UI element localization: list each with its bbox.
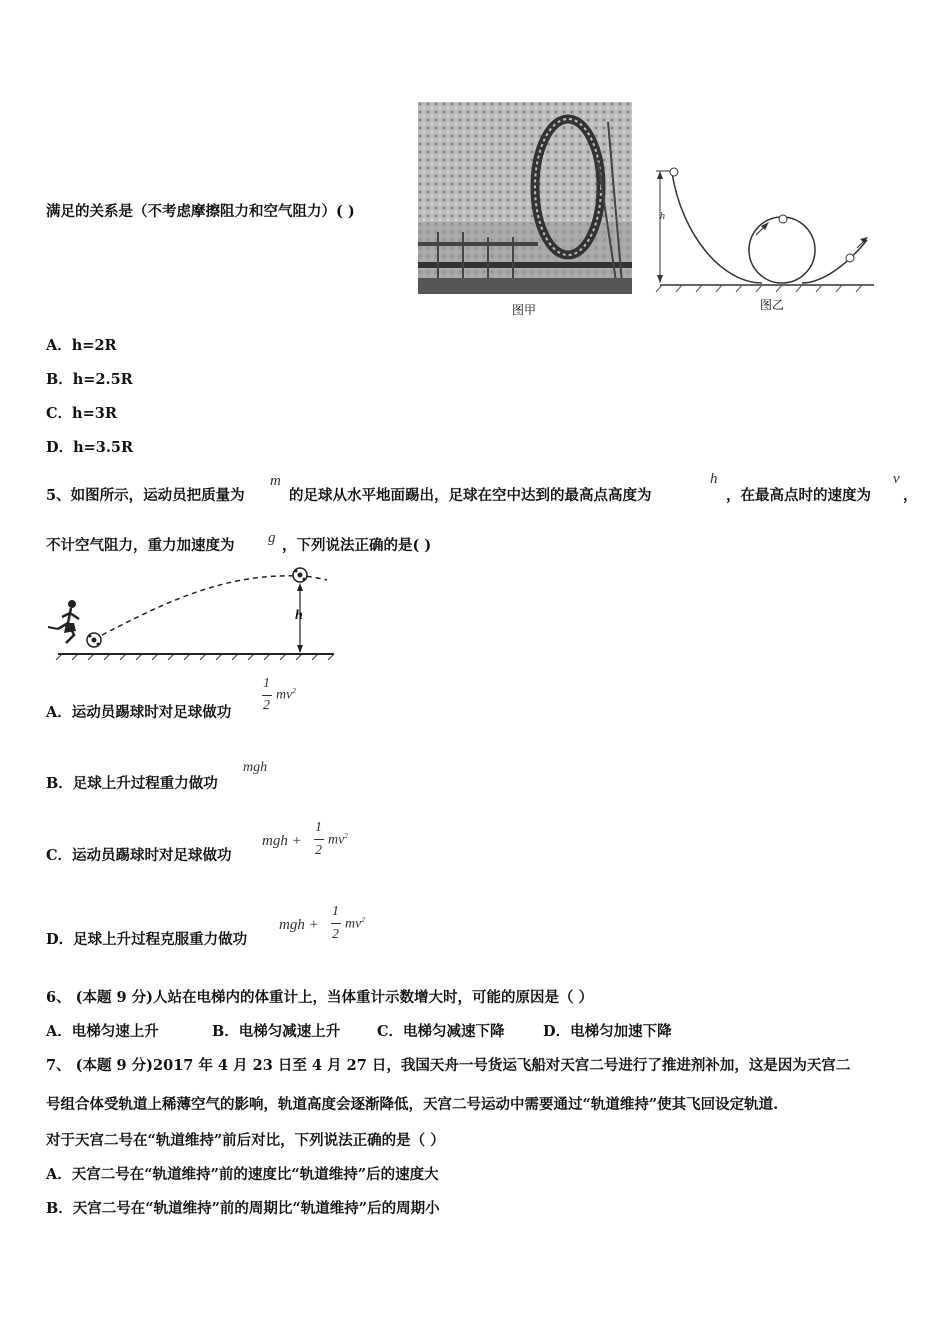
- q7-option-b: B．天宫二号在“轨道维持”前的周期比“轨道维持”后的周期小: [46, 1200, 440, 1217]
- q5-option-c-text: C．运动员踢球时对足球做功: [46, 847, 232, 864]
- q5-option-d-text: D．足球上升过程克服重力做功: [46, 931, 248, 948]
- question-intro-text: 满足的关系是（不考虑摩擦阻力和空气阻力）( ): [46, 203, 355, 220]
- q5-var-m: m: [270, 473, 281, 489]
- q5-stem-part3: ，在最高点时的速度为: [726, 487, 871, 504]
- q4-option-b: B．h=2.5R: [46, 371, 133, 388]
- formula-exponent: 2: [292, 687, 296, 695]
- q7-stem-line3: 对于天宫二号在“轨道维持”前后对比，下列说法正确的是（ ）: [46, 1132, 445, 1149]
- formula-prefix: mgh +: [279, 917, 319, 933]
- q5-stem-line2-end: ，下列说法正确的是( ): [282, 537, 432, 554]
- fraction-numerator: 1: [332, 904, 339, 919]
- q4-option-a: A．h=2R: [46, 337, 117, 354]
- q5-option-b-text: B．足球上升过程重力做功: [46, 775, 218, 792]
- formula-exponent: 2: [361, 916, 365, 924]
- loop-track-diagram: [652, 155, 877, 295]
- fraction-denominator: 2: [332, 927, 339, 942]
- q7-option-a: A．天宫二号在“轨道维持”前的速度比“轨道维持”后的速度大: [46, 1166, 439, 1183]
- kick-figure-h-label: h: [295, 608, 303, 623]
- q6-option-b: B．电梯匀减速上升: [212, 1023, 341, 1040]
- q6-option-d: D．电梯匀加速下降: [543, 1023, 672, 1040]
- q5-stem-part1: 5、如图所示，运动员把质量为: [46, 487, 245, 504]
- fraction-numerator: 1: [263, 676, 270, 691]
- q5-option-d-formula: [279, 904, 379, 950]
- roller-coaster-photo: [418, 102, 632, 294]
- formula-term: mv: [328, 832, 345, 848]
- q5-option-a-formula: [262, 676, 312, 722]
- photo-caption: 图甲: [512, 303, 537, 317]
- q5-stem-comma: ，: [903, 487, 918, 504]
- fraction-bar: [314, 839, 324, 840]
- fraction-denominator: 2: [315, 843, 322, 858]
- q5-option-b-formula: mgh: [243, 760, 268, 775]
- q5-stem-part2: 的足球从水平地面踢出，足球在空中达到的最高点高度为: [289, 487, 652, 504]
- q4-option-d: D．h=3.5R: [46, 439, 134, 456]
- formula-prefix: mgh +: [262, 833, 302, 849]
- fraction-bar: [331, 923, 341, 924]
- formula-term: mv: [345, 916, 362, 932]
- q4-option-c: C．h=3R: [46, 405, 117, 422]
- fraction-numerator: 1: [315, 820, 322, 835]
- diagram-caption: 图乙: [760, 298, 785, 312]
- q6-stem: 6、 (本题 9 分)人站在电梯内的体重计上，当体重计示数增大时，可能的原因是（ ）: [46, 989, 594, 1006]
- q6-option-a: A．电梯匀速上升: [46, 1023, 159, 1040]
- formula-term: mv: [276, 687, 293, 703]
- formula-exponent: 2: [344, 832, 348, 840]
- q6-option-c: C．电梯匀减速下降: [377, 1023, 505, 1040]
- fraction-denominator: 2: [263, 698, 270, 713]
- q7-stem-line2: 号组合体受轨道上稀薄空气的影响，轨道高度会逐渐降低，天宫二号运动中需要通过“轨道维持”使其飞回设定轨道.: [46, 1096, 779, 1113]
- q5-var-v: v: [893, 471, 900, 487]
- q5-var-g: g: [268, 530, 276, 546]
- q5-var-h: h: [710, 471, 718, 487]
- q7-stem-line1: 7、 (本题 9 分)2017 年 4 月 23 日至 4 月 27 日，我国天舟一号货运飞船对天宫二号进行了推进剂补加，这是因为天宫二: [46, 1057, 851, 1074]
- q5-option-a-text: A．运动员踢球时对足球做功: [46, 704, 232, 721]
- diagram-h-label: h: [660, 211, 665, 222]
- q5-option-c-formula: [262, 820, 362, 866]
- q5-stem-line2: 不计空气阻力，重力加速度为: [46, 537, 235, 554]
- fraction-bar: [262, 695, 272, 696]
